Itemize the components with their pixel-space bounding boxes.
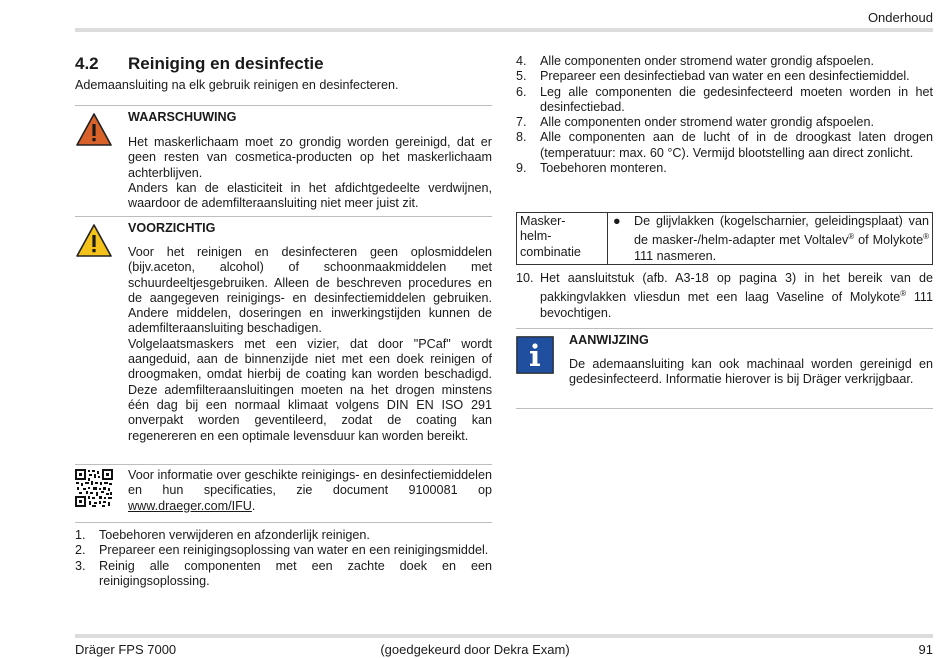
table-text: De glijvlakken (kogelscharnier, geleidingsplaat) van de masker-/helm-adapter met Voltalev — [634, 214, 929, 248]
section-number: 4.2 — [75, 54, 99, 73]
table-row-label: Masker- helm- combinatie — [517, 213, 608, 264]
step-text: Prepareer een reinigingsoplossing van water en een reinigingsmiddel. — [99, 543, 489, 558]
step-number: 8. — [516, 130, 527, 145]
ifu-text-after: . — [251, 498, 256, 513]
step-number: 5. — [516, 69, 527, 84]
cleaning-steps-right — [516, 54, 933, 176]
list-item — [516, 115, 933, 130]
page-number: 91 — [918, 642, 933, 657]
divider — [75, 105, 492, 106]
ifu-text — [128, 468, 492, 514]
section-title: Reiniging en desinfectie — [128, 54, 324, 73]
step-text: Alle componenten onder stromend water grondig afspoelen. — [540, 115, 874, 130]
footer-bar — [75, 634, 933, 638]
divider — [75, 522, 492, 523]
table-row-value — [608, 213, 932, 264]
qr-code-icon — [75, 469, 113, 507]
table-text: of Molykote — [854, 233, 924, 248]
step-number: 3. — [75, 558, 86, 573]
step-text: Alle componenten aan de lucht of in de droogkast laten drogen (temperatuur: max. 60 °C). Vermijd blootstelling aan direct zonlicht. — [540, 130, 933, 160]
step-number: 1. — [75, 528, 86, 542]
warning-text: Het maskerlichaam moet zo grondig worden gereinigd, dat er geen resten van cosmetica-producten op het maskerlichaam achterblijven. — [128, 135, 492, 180]
registered-mark: ® — [848, 232, 855, 242]
warning-triangle-icon — [75, 112, 113, 147]
list-item — [75, 528, 492, 543]
step-text: Toebehoren verwijderen en afzonderlijk reinigen. — [99, 528, 370, 542]
divider — [516, 408, 933, 409]
cleaning-steps-left — [75, 528, 492, 589]
list-item — [516, 130, 933, 161]
step-text: 111 bevochtigen. — [540, 290, 933, 320]
warning-text: Anders kan de elasticiteit in het afdichtgedeelte verdwijnen, waardoor de ademfilteraansluiting niet meer juist zit. — [128, 180, 492, 211]
divider — [75, 464, 492, 465]
header-bar — [75, 28, 933, 32]
ifu-link[interactable]: www.draeger.com/IFU — [128, 498, 252, 513]
step-number: 7. — [516, 115, 527, 130]
list-item — [75, 559, 492, 590]
list-item — [516, 69, 933, 84]
registered-mark: ® — [923, 232, 929, 242]
note-title: AANWIJZING — [569, 333, 649, 347]
note-notice — [516, 333, 933, 405]
list-item — [516, 85, 933, 116]
list-item — [516, 161, 933, 176]
list-item — [516, 54, 933, 69]
step-text: Alle componenten onder stromend water grondig afspoelen. — [540, 54, 874, 68]
list-item — [516, 271, 933, 321]
warning-title: WAARSCHUWING — [128, 110, 237, 124]
caution-text: Voor het reinigen en desinfecteren geen oplosmiddelen (bijv.aceton, alcohol) of schoonmaakmiddelen met schuurdeeltjesgebruiken. Alleen de beschreven procedures en de aangegeven reinigings- en desinfectiemiddelen gebruiken. Andere middelen, doseringen en inwerkingstijden kunnen de ademfilteraansluiting beschadigen. — [128, 245, 492, 336]
step-number: 9. — [516, 161, 527, 176]
caution-title: VOORZICHTIG — [128, 221, 216, 235]
step-text: Toebehoren monteren. — [540, 161, 667, 176]
divider — [75, 216, 492, 217]
step-text: Reinig alle componenten met een zachte doek en een reinigingsoplossing. — [99, 558, 492, 588]
caution-text: Volgelaatsmaskers met een vizier, dat door "PCaf" wordt aangeduid, aan de binnenzijde niet met een doek reinigen of droogmaken, omdat hierbij de coating kan worden beschadigd. Deze ademfilteraansluitingen moeten na het drogen minstens één dag bij een normaal klimaat volgens DIN EN ISO 291 onverpakt worden geventileerd, zodat de coating kan regenereren en een optimale levensduur kan worden bereikt. — [128, 336, 492, 443]
step-number: 6. — [516, 84, 527, 99]
ifu-text-before: Voor informatie over geschikte reinigings- en desinfectiemiddelen en hun specificaties, zie document 9100081 op — [128, 468, 492, 498]
footer-product: Dräger FPS 7000 — [75, 642, 177, 657]
info-icon — [516, 336, 554, 374]
step-text: Leg alle componenten die gedesinfecteerd moeten worden in het desinfectiebad. — [540, 84, 933, 114]
step-text: Prepareer een desinfectiebad van water en een desinfectiemiddel. — [540, 69, 910, 84]
caution-notice — [75, 221, 492, 461]
step-number: 4. — [516, 54, 527, 68]
bullet-icon: ● — [613, 214, 621, 228]
step-number: 10. — [516, 271, 534, 285]
divider — [516, 328, 933, 329]
lubrication-table — [516, 212, 933, 265]
step-text: Het aansluitstuk (afb. A3-18 op pagina 3) in het bereik van de pakkingvlakken vliesdun met een laag Vaseline of Molykote — [540, 271, 933, 305]
registered-mark: ® — [900, 289, 907, 299]
list-item — [75, 543, 492, 558]
running-header: Onderhoud — [867, 10, 933, 25]
ifu-info — [75, 468, 492, 518]
note-text: De ademaansluiting kan ook machinaal worden gereinigd en gedesinfecteerd. Informatie hierover is bij Dräger verkrijgbaar. — [569, 357, 933, 387]
section-heading — [75, 54, 324, 74]
caution-triangle-icon — [75, 223, 113, 258]
cleaning-step-10 — [516, 271, 933, 321]
warning-notice — [75, 110, 492, 214]
step-number: 2. — [75, 543, 86, 558]
section-intro: Ademaansluiting na elk gebruik reinigen en desinfecteren. — [75, 78, 399, 92]
footer-approval: (goedgekeurd door Dekra Exam) — [380, 642, 570, 657]
table-text: 111 nasmeren. — [634, 248, 717, 263]
